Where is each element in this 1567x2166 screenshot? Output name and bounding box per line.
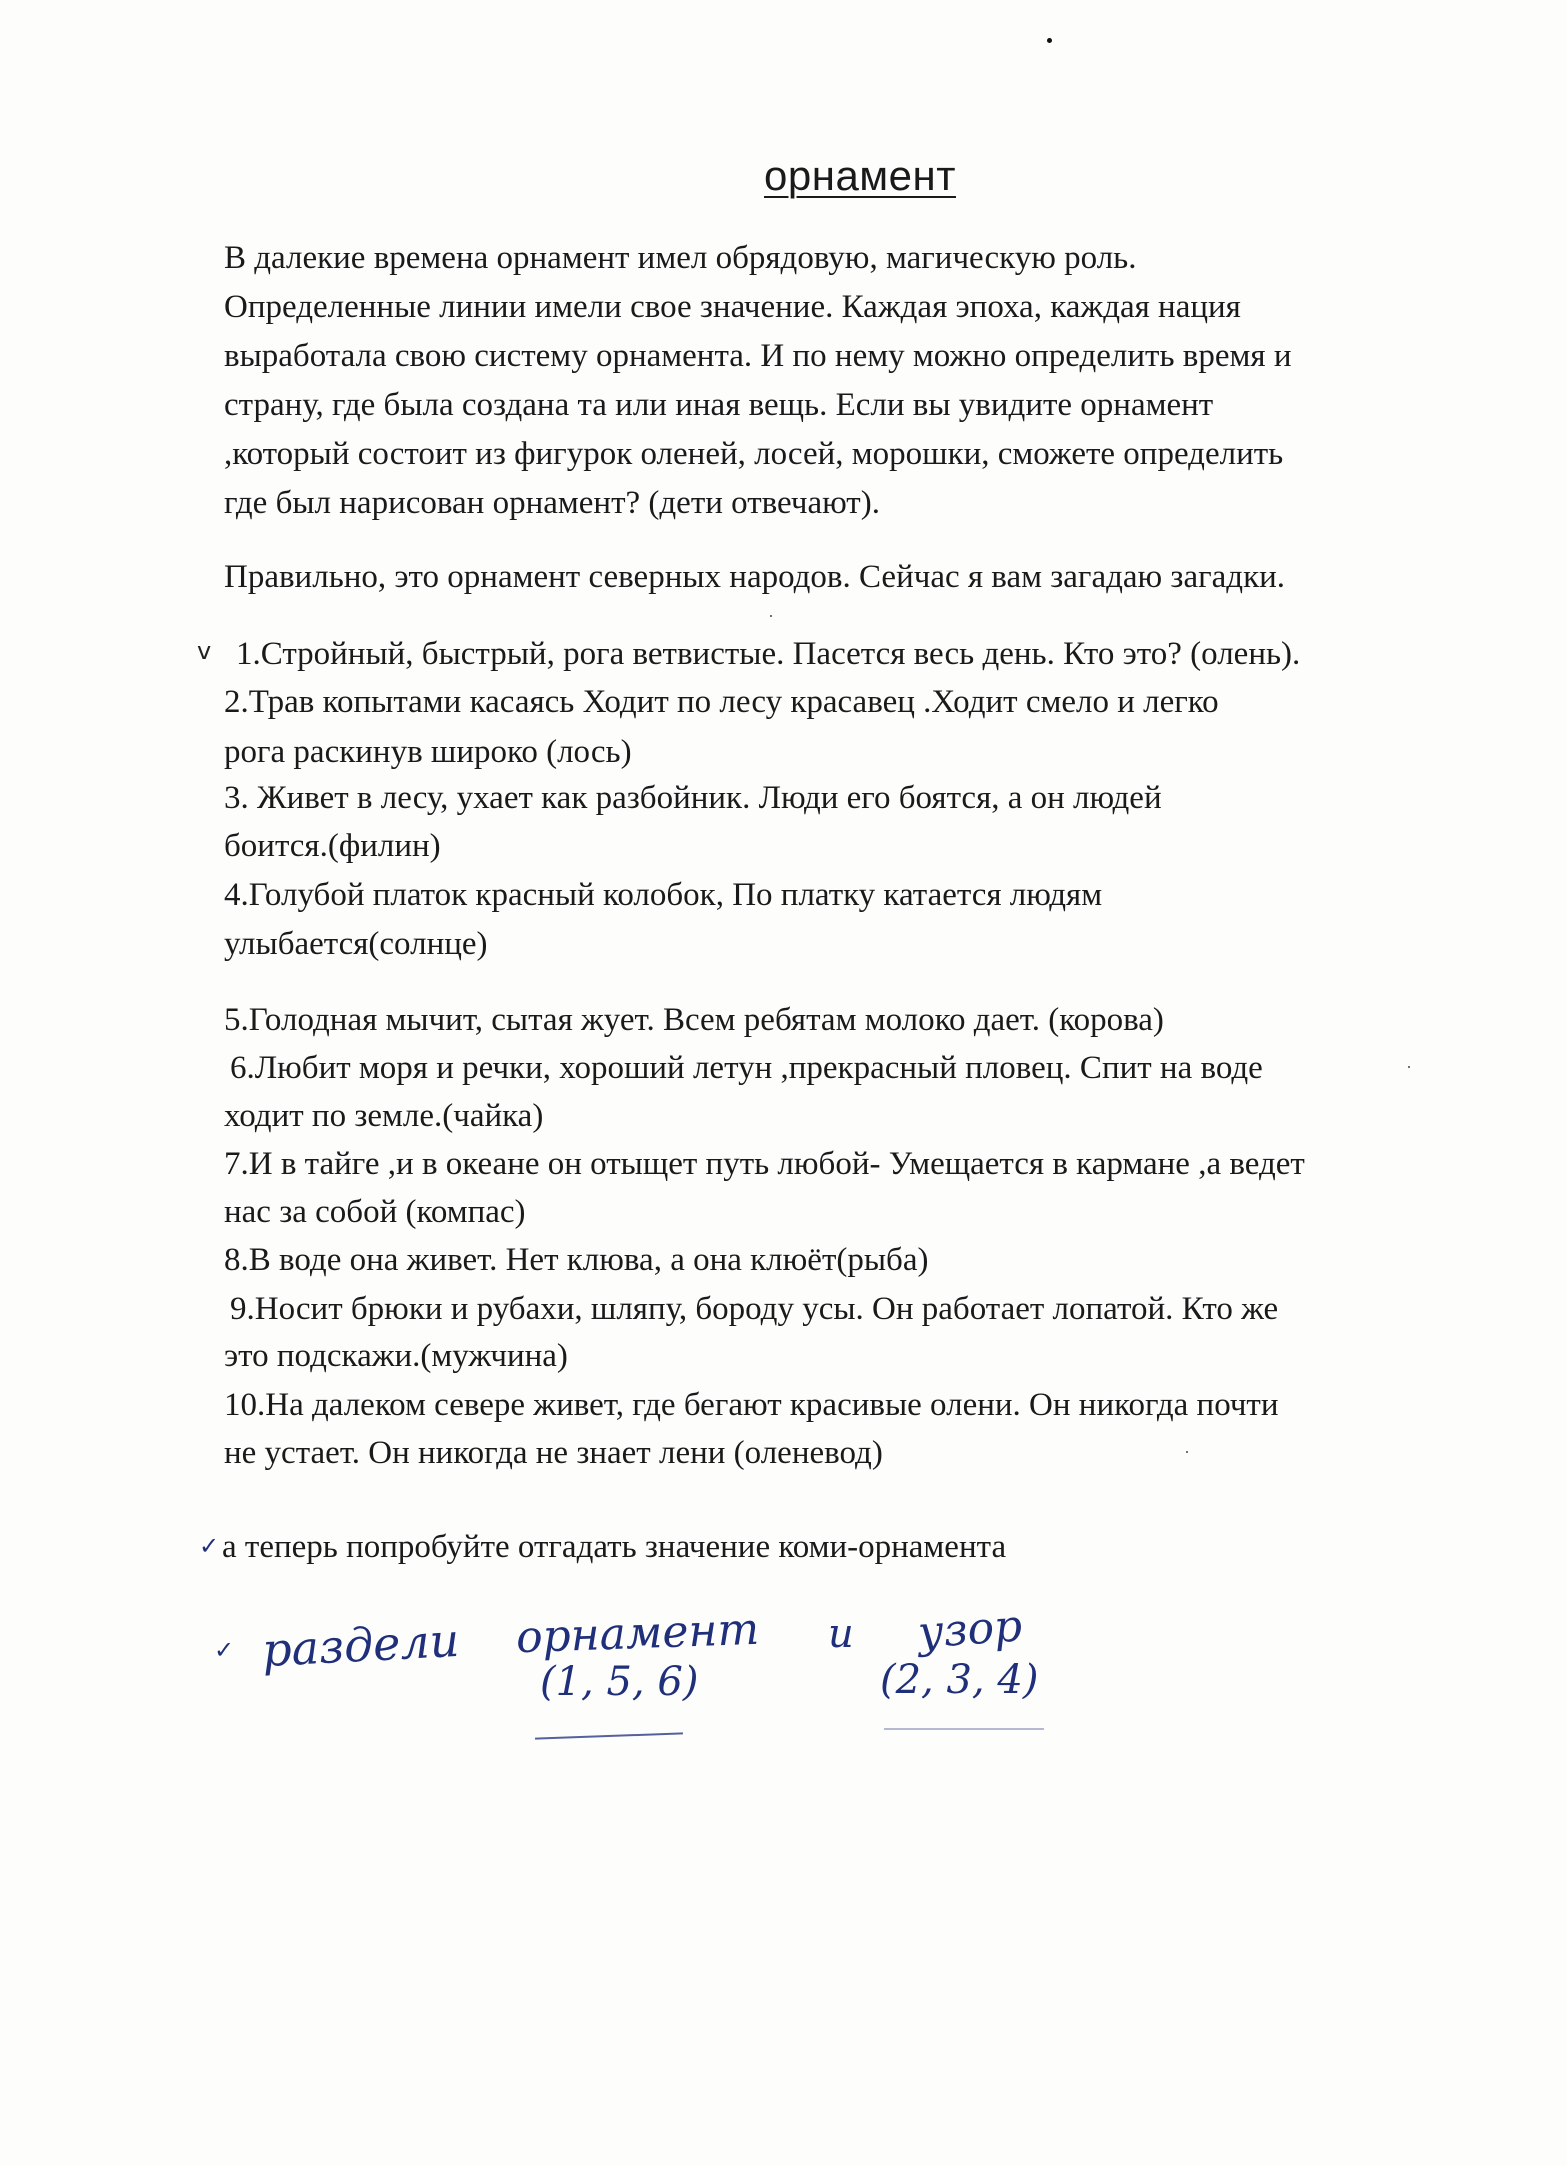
riddle-line: не устает. Он никогда не знает лени (оленевод): [224, 1435, 883, 1471]
handwritten-underline: [535, 1732, 683, 1739]
handwritten-word: раздели: [260, 1612, 461, 1678]
tick-mark: ✓: [214, 1636, 235, 1664]
intro-line: ,который состоит из фигурок оленей, лосей, морошки, сможете определить: [224, 436, 1284, 472]
riddle-line: это подскажи.(мужчина): [224, 1338, 568, 1374]
scan-speck: [770, 615, 772, 617]
scan-speck: [1186, 1451, 1188, 1453]
intro-line: В далекие времена орнамент имел обрядовую, магическую роль.: [224, 240, 1137, 276]
handwritten-word: и: [828, 1611, 854, 1657]
handwritten-numbers: (1, 5, 6): [540, 1659, 699, 1705]
scan-speck: [1408, 1066, 1410, 1068]
riddle-line: 4.Голубой платок красный колобок, По платку катается людям: [224, 877, 1103, 913]
riddle-line: 9.Носит брюки и рубахи, шляпу, бороду усы. Он работает лопатой. Кто же: [230, 1291, 1279, 1327]
page-title: орнамент: [764, 152, 956, 199]
riddle-line: боится.(филин): [224, 828, 441, 864]
intro-line: выработала свою систему орнамента. И по нему можно определить время и: [224, 338, 1292, 374]
riddle-line: 3. Живет в лесу, ухает как разбойник. Люди его боятся, а он людей: [224, 780, 1162, 816]
intro-line: где был нарисован орнамент? (дети отвечают).: [224, 485, 880, 521]
closing-line: а теперь попробуйте отгадать значение коми-орнамента: [222, 1529, 1007, 1565]
handwritten-word: орнамент: [515, 1603, 760, 1664]
riddle-line: 6.Любит моря и речки, хороший летун ,прекрасный пловец. Спит на воде: [230, 1050, 1263, 1086]
riddle-line: 2.Трав копытами касаясь Ходит по лесу красавец .Ходит смело и легко: [224, 684, 1219, 720]
check-mark: v: [197, 637, 212, 665]
riddle-line: 7.И в тайге ,и в океане он отыщет путь любой- Умещается в кармане ,а ведет: [224, 1146, 1305, 1182]
riddle-line: 10.На далеком севере живет, где бегают красивые олени. Он никогда почти: [224, 1387, 1279, 1423]
handwritten-numbers: (2, 3, 4): [880, 1657, 1039, 1703]
riddle-line: рога раскинув широко (лось): [224, 734, 632, 770]
transition-line: Правильно, это орнамент северных народов. Сейчас я вам загадаю загадки.: [224, 559, 1286, 595]
scan-speck: [1047, 38, 1052, 43]
riddle-line: 8.В воде она живет. Нет клюва, а она клюёт(рыба): [224, 1242, 929, 1278]
handwritten-underline: [884, 1728, 1044, 1730]
intro-line: Определенные линии имели свое значение. Каждая эпоха, каждая нация: [224, 289, 1241, 325]
riddle-line: нас за собой (компас): [224, 1194, 526, 1230]
handwritten-word: узор: [916, 1600, 1024, 1659]
riddle-line: улыбается(солнце): [224, 926, 488, 962]
intro-line: страну, где была создана та или иная вещь. Если вы увидите орнамент: [224, 387, 1214, 423]
riddle-line: 1.Стройный, быстрый, рога ветвистые. Пасется весь день. Кто это? (олень).: [236, 636, 1301, 672]
riddle-line: 5.Голодная мычит, сытая жует. Всем ребятам молоко дает. (корова): [224, 1002, 1164, 1038]
riddle-line: ходит по земле.(чайка): [224, 1098, 544, 1134]
tick-mark: ✓: [199, 1532, 220, 1560]
